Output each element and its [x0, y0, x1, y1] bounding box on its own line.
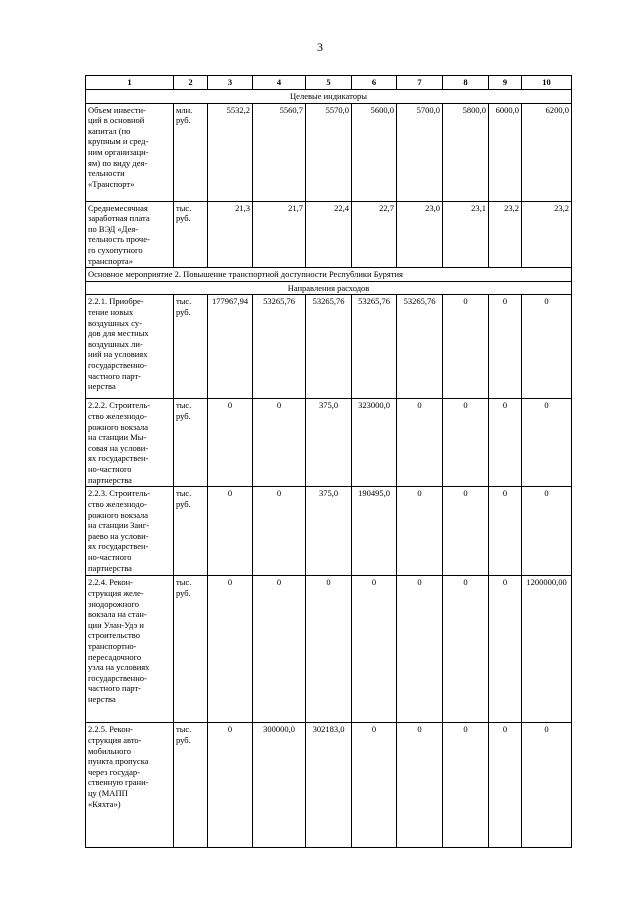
row-name-line: рожного вокзала — [88, 421, 149, 432]
value-cell: 0 — [443, 399, 489, 487]
value-cell: 0 — [253, 576, 306, 723]
value-cell: 6200,0 — [522, 103, 572, 201]
value-cell: 23,2 — [489, 201, 522, 268]
row-name-line: ство железнодо- — [88, 498, 147, 509]
column-number-cell: 4 — [253, 76, 306, 90]
unit-line: тыс. — [176, 296, 192, 307]
value-cell: 0 — [397, 399, 443, 487]
column-number-cell: 10 — [522, 76, 572, 90]
column-number-cell: 8 — [443, 76, 489, 90]
unit-cell — [174, 723, 208, 848]
row-name-line: струкция желе- — [88, 587, 144, 598]
column-number-cell: 1 — [86, 76, 174, 90]
value-cell: 53265,76 — [306, 295, 352, 399]
value-cell: 0 — [489, 295, 522, 399]
row-name-line: ний на условиях — [88, 349, 148, 360]
value-cell: 0 — [208, 576, 253, 723]
unit-line: руб. — [176, 734, 191, 745]
value-cell: 5532,2 — [208, 103, 253, 201]
unit-line: руб. — [176, 115, 191, 126]
section-target-indicators-row — [86, 90, 572, 104]
page-number: 3 — [317, 40, 323, 54]
value-cell: 0 — [522, 487, 572, 576]
value-cell: 0 — [443, 723, 489, 848]
row-name-line: струкция авто- — [88, 734, 142, 745]
value-cell: 323000,0 — [352, 399, 397, 487]
value-cell: 53265,76 — [352, 295, 397, 399]
unit-line: руб. — [176, 306, 191, 317]
row-name-line: воздушных ли- — [88, 338, 143, 349]
row-name-line: го сухопутного — [88, 244, 143, 255]
value-cell: 0 — [397, 576, 443, 723]
value-cell: 5560,7 — [253, 103, 306, 201]
value-cell: 0 — [253, 399, 306, 487]
row-name-line: 2.2.2. Строитель- — [88, 400, 151, 411]
value-cell: 302183,0 — [306, 723, 352, 848]
unit-line: руб. — [176, 587, 191, 598]
row-name-line: капитал (по — [88, 125, 131, 136]
row-name-line: государственно- — [88, 359, 147, 370]
row-name-line: «Транспорт» — [88, 178, 135, 189]
row-name-line: по ВЭД «Дея- — [88, 223, 139, 234]
row-name-line: транспорта» — [88, 255, 133, 266]
row-name-line: вокзала на стан- — [88, 609, 147, 620]
row-name-line: на станции Мы- — [88, 432, 147, 443]
row-name-line: частного парт- — [88, 370, 141, 381]
row-name-line: 2.2.4. Рекон- — [88, 577, 133, 588]
value-cell: 5700,0 — [397, 103, 443, 201]
row-name-line: транспортно- — [88, 640, 137, 651]
unit-cell — [174, 576, 208, 723]
unit-line: тыс. — [176, 488, 192, 499]
expense-row — [86, 723, 572, 848]
row-name-line: Среднемесячная — [88, 202, 148, 213]
value-cell: 21,7 — [253, 201, 306, 268]
expense-row — [86, 576, 572, 723]
row-name-line: но-частного — [88, 551, 132, 562]
unit-line: млн. — [176, 104, 193, 115]
row-name-line: заработная плата — [88, 213, 150, 224]
value-cell: 23,2 — [522, 201, 572, 268]
value-cell: 0 — [208, 723, 253, 848]
row-name-line: рожного вокзала — [88, 509, 149, 520]
value-cell: 0 — [306, 576, 352, 723]
value-cell: 190495,0 — [352, 487, 397, 576]
row-name-cell — [86, 723, 174, 848]
row-name-line: через государ- — [88, 766, 140, 777]
value-cell: 0 — [522, 399, 572, 487]
row-name-line: ство железнодо- — [88, 410, 147, 421]
value-cell: 0 — [522, 723, 572, 848]
value-cell: 0 — [443, 295, 489, 399]
expense-row — [86, 487, 572, 576]
row-name-line: тельности — [88, 168, 125, 179]
unit-line: тыс. — [176, 202, 192, 213]
header-row — [86, 76, 572, 90]
value-cell: 375,0 — [306, 487, 352, 576]
unit-line: руб. — [176, 410, 191, 421]
unit-cell — [174, 201, 208, 268]
unit-cell — [174, 487, 208, 576]
section-expense-directions-row — [86, 281, 572, 295]
value-cell: 53265,76 — [253, 295, 306, 399]
value-cell: 0 — [489, 576, 522, 723]
row-name-line: ям) по виду дея- — [88, 157, 148, 168]
row-name-line: партнерства — [88, 474, 132, 485]
value-cell: 53265,76 — [397, 295, 443, 399]
row-name-cell — [86, 103, 174, 201]
value-cell: 5570,0 — [306, 103, 352, 201]
row-name-line: Объем инвести- — [88, 104, 146, 115]
row-name-cell — [86, 399, 174, 487]
row-name-cell — [86, 487, 174, 576]
row-name-line: ях государствен- — [88, 541, 149, 552]
main-activity-title-row — [86, 268, 572, 282]
row-name-line: нерства — [88, 381, 116, 392]
expense-row — [86, 399, 572, 487]
row-name-line: пересадочного — [88, 651, 142, 662]
value-cell: 375,0 — [306, 399, 352, 487]
value-cell: 0 — [489, 723, 522, 848]
row-name-line: тение новых — [88, 306, 134, 317]
row-name-cell — [86, 295, 174, 399]
row-name-line: но-частного — [88, 463, 132, 474]
row-name-line: совая на услови- — [88, 442, 149, 453]
section-expense-directions: Направления расходов — [86, 281, 572, 295]
row-name-line: цу (МАПП — [88, 787, 128, 798]
value-cell: 0 — [253, 487, 306, 576]
value-cell: 0 — [443, 576, 489, 723]
row-name-line: нерства — [88, 693, 116, 704]
column-number-cell: 9 — [489, 76, 522, 90]
value-cell: 0 — [397, 723, 443, 848]
column-number-cell: 7 — [397, 76, 443, 90]
value-cell: 0 — [397, 487, 443, 576]
row-name-line: 2.2.1. Приобре- — [88, 296, 144, 307]
value-cell: 0 — [522, 295, 572, 399]
value-cell: 1200000,00 — [522, 576, 572, 723]
value-cell: 5800,0 — [443, 103, 489, 201]
value-cell: 0 — [208, 487, 253, 576]
column-number-cell: 3 — [208, 76, 253, 90]
indicator-row — [86, 103, 572, 201]
unit-line: тыс. — [176, 724, 192, 735]
column-number-cell: 5 — [306, 76, 352, 90]
section-target-indicators: Целевые индикаторы — [86, 90, 572, 104]
unit-cell — [174, 295, 208, 399]
value-cell: 0 — [489, 487, 522, 576]
value-cell: 0 — [352, 576, 397, 723]
row-name-line: узла на условиях — [88, 662, 150, 673]
value-cell: 177967,94 — [208, 295, 253, 399]
row-name-line: ним организаци- — [88, 146, 149, 157]
row-name-line: частного парт- — [88, 683, 141, 694]
unit-line: тыс. — [176, 400, 192, 411]
row-name-line: тельность проче- — [88, 234, 150, 245]
indicator-row — [86, 201, 572, 268]
row-name-line: ственную грани- — [88, 777, 149, 788]
column-number-cell: 2 — [174, 76, 208, 90]
row-name-line: 2.2.3. Строитель- — [88, 488, 151, 499]
value-cell: 21,3 — [208, 201, 253, 268]
unit-line: тыс. — [176, 577, 192, 588]
value-cell: 0 — [443, 487, 489, 576]
row-name-line: «Кяхта») — [88, 798, 121, 809]
row-name-line: воздушных су- — [88, 317, 142, 328]
value-cell: 5600,0 — [352, 103, 397, 201]
row-name-line: 2.2.5. Рекон- — [88, 724, 133, 735]
column-number-cell: 6 — [352, 76, 397, 90]
row-name-line: ции Улан-Удэ и — [88, 619, 144, 630]
row-name-line: государственно- — [88, 672, 147, 683]
value-cell: 6000,0 — [489, 103, 522, 201]
expense-row — [86, 295, 572, 399]
row-name-line: строительство — [88, 630, 140, 641]
value-cell: 22,7 — [352, 201, 397, 268]
unit-cell — [174, 103, 208, 201]
row-name-cell — [86, 201, 174, 268]
value-cell: 0 — [489, 399, 522, 487]
unit-line: руб. — [176, 498, 191, 509]
unit-cell — [174, 399, 208, 487]
value-cell: 23,1 — [443, 201, 489, 268]
value-cell: 23,0 — [397, 201, 443, 268]
unit-line: руб. — [176, 213, 191, 224]
row-name-line: мобильного — [88, 745, 131, 756]
row-name-line: крупным и сред- — [88, 136, 149, 147]
value-cell: 300000,0 — [253, 723, 306, 848]
program-indicators-table — [85, 75, 572, 848]
main-activity-title: Основное мероприятие 2. Повышение транспортной доступности Республики Бурятия — [86, 268, 572, 282]
value-cell: 0 — [352, 723, 397, 848]
row-name-cell — [86, 576, 174, 723]
row-name-line: дов для местных — [88, 328, 149, 339]
row-name-line: ций в основной — [88, 115, 145, 126]
row-name-line: пункта пропуска — [88, 756, 149, 767]
value-cell: 22,4 — [306, 201, 352, 268]
row-name-line: ях государствен- — [88, 453, 149, 464]
row-name-line: знодорожного — [88, 598, 139, 609]
row-name-line: партнерства — [88, 562, 132, 573]
value-cell: 0 — [208, 399, 253, 487]
row-name-line: раево на услови- — [88, 530, 149, 541]
row-name-line: на станции Заиг- — [88, 520, 150, 531]
